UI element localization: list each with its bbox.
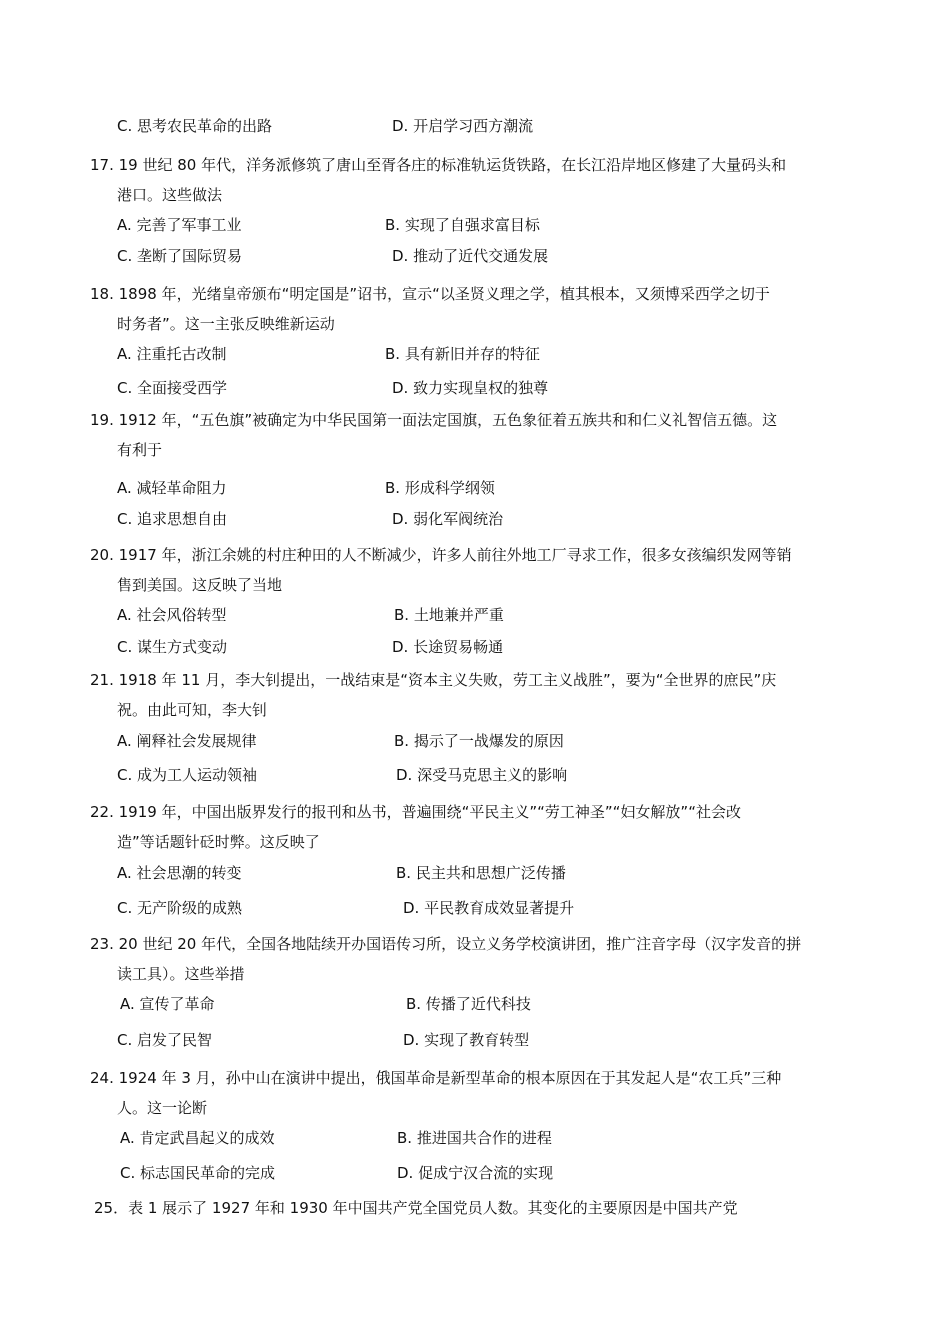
- q20-option-a: A. 社会风俗转型: [117, 606, 227, 624]
- q22-stem-line2: 造”等话题针砭时弊。这反映了: [117, 833, 320, 851]
- q22-option-a: A. 社会思潮的转变: [117, 864, 242, 882]
- q22-stem-line1: 22. 1919 年，中国出版界发行的报刊和丛书，普遍围绕“平民主义”“劳工神圣”“妇女解放”“社会改: [90, 803, 741, 821]
- q22-option-c: C. 无产阶级的成熟: [117, 899, 243, 917]
- q24-option-c: C. 标志国民革命的完成: [120, 1164, 276, 1182]
- q20-option-d: D. 长途贸易畅通: [392, 638, 504, 656]
- q23-option-d: D. 实现了教育转型: [403, 1031, 530, 1049]
- q24-option-a: A. 肯定武昌起义的成效: [120, 1129, 275, 1147]
- q23-option-a: A. 宣传了革命: [120, 995, 215, 1013]
- q18-option-c: C. 全面接受西学: [117, 379, 228, 397]
- q19-stem-line1: 19. 1912 年，“五色旗”被确定为中华民国第一面法定国旗，五色象征着五族共和和仁义礼智信五德。这: [90, 411, 778, 429]
- q21-option-a: A. 阐释社会发展规律: [117, 732, 257, 750]
- q19-stem-line2: 有利于: [117, 441, 163, 459]
- q23-option-b: B. 传播了近代科技: [406, 995, 531, 1013]
- q19-option-b: B. 形成科学纲领: [385, 479, 495, 497]
- q24-option-b: B. 推进国共合作的进程: [397, 1129, 552, 1147]
- q17-option-a: A. 完善了军事工业: [117, 216, 242, 234]
- q24-stem-line1: 24. 1924 年 3 月，孙中山在演讲中提出，俄国革命是新型革命的根本原因在于其发起人是“农工兵”三种: [90, 1069, 782, 1087]
- q21-stem-line1: 21. 1918 年 11 月，李大钊提出，一战结束是“资本主义失败，劳工主义战胜”，要为“全世界的庶民”庆: [90, 671, 777, 689]
- q18-option-a: A. 注重托古改制: [117, 345, 227, 363]
- q23-option-c: C. 启发了民智: [117, 1031, 213, 1049]
- q19-option-d: D. 弱化军阀统治: [392, 510, 504, 528]
- q23-stem-line2: 读工具）。这些举措: [117, 965, 245, 983]
- q17-option-c: C. 垄断了国际贸易: [117, 247, 243, 265]
- q21-option-d: D. 深受马克思主义的影响: [396, 766, 568, 784]
- q21-option-b: B. 揭示了一战爆发的原因: [394, 732, 564, 750]
- q19-option-a: A. 减轻革命阻力: [117, 479, 227, 497]
- q21-option-c: C. 成为工人运动领袖: [117, 766, 258, 784]
- q24-stem-line2: 人。这一论断: [117, 1099, 208, 1117]
- q18-stem-line1: 18. 1898 年，光绪皇帝颁布“明定国是”诏书，宣示“以圣贤义理之学，植其根本，又须博采西学之切于: [90, 285, 770, 303]
- q19-option-c: C. 追求思想自由: [117, 510, 228, 528]
- q20-stem-line1: 20. 1917 年，浙江余姚的村庄种田的人不断减少，许多人前往外地工厂寻求工作，很多女孩编织发网等销: [90, 546, 792, 564]
- q20-option-c: C. 谋生方式变动: [117, 638, 228, 656]
- q16-option-c: C. 思考农民革命的出路: [117, 117, 273, 135]
- q17-option-d: D. 推动了近代交通发展: [392, 247, 549, 265]
- q17-option-b: B. 实现了自强求富目标: [385, 216, 540, 234]
- q22-option-d: D. 平民教育成效显著提升: [403, 899, 575, 917]
- q20-stem-line2: 售到美国。这反映了当地: [117, 576, 283, 594]
- q23-stem-line1: 23. 20 世纪 20 年代，全国各地陆续开办国语传习所，设立义务学校演讲团，推广注音字母（汉字发音的拼: [90, 935, 802, 953]
- q21-stem-line2: 祝。由此可知，李大钊: [117, 701, 268, 719]
- q22-option-b: B. 民主共和思想广泛传播: [396, 864, 566, 882]
- q20-option-b: B. 土地兼并严重: [394, 606, 504, 624]
- q25-stem-line1: 25．表 1 展示了 1927 年和 1930 年中国共产党全国党员人数。其变化的主要原因是中国共产党: [94, 1199, 738, 1217]
- q18-option-d: D. 致力实现皇权的独尊: [392, 379, 549, 397]
- q18-option-b: B. 具有新旧并存的特征: [385, 345, 540, 363]
- q24-option-d: D. 促成宁汉合流的实现: [397, 1164, 554, 1182]
- q18-stem-line2: 时务者”。这一主张反映维新运动: [117, 315, 335, 333]
- q16-option-d: D. 开启学习西方潮流: [392, 117, 534, 135]
- q17-stem-line1: 17. 19 世纪 80 年代，洋务派修筑了唐山至胥各庄的标准轨运货铁路，在长江沿岸地区修建了大量码头和: [90, 156, 787, 174]
- q17-stem-line2: 港口。这些做法: [117, 186, 223, 204]
